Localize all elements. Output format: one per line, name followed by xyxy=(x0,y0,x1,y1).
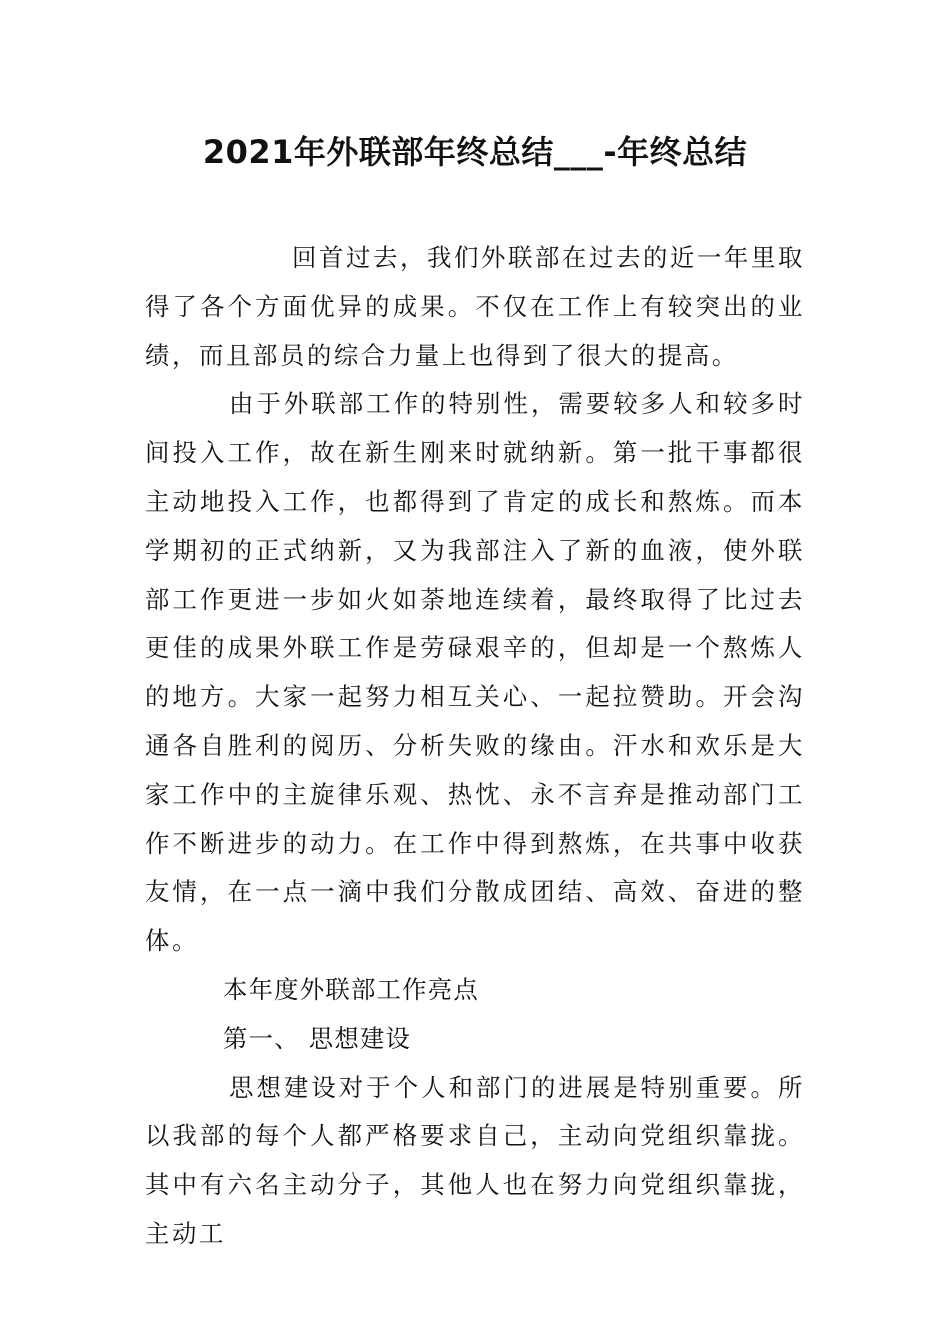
work-summary-paragraph: 由于外联部工作的特别性，需要较多人和较多时间投入工作，故在新生刚来时就纳新。第一批干事都很主动地投入工作，也都得到了肯定的成长和熬炼。而本学期初的正式纳新，又为我部注入了新的血液，使外联部工作更进一步如火如荼地连续着，最终取得了比过去更佳的成果外联工作是劳碌艰辛的，但却是一个熬炼人的地方。大家一起努力相互关心、一起拉赞助。开会沟通各自胜利的阅历、分析失败的缘由。汗水和欢乐是大家工作中的主旋律乐观、热忱、永不言弃是推动部门工作不断进步的动力。在工作中得到熬炼，在共事中收获友情，在一点一滴中我们分散成团结、高效、奋进的整体。 xyxy=(145,389,805,956)
ideology-paragraph: 思想建设对于个人和部门的进展是特别重要。所以我部的每个人都严格要求自己，主动向党组织靠拢。其中有六名主动分子，其他人也在努力向党组织靠拢，主动工 xyxy=(145,1072,805,1248)
section-heading: 本年度外联部工作亮点 xyxy=(223,974,479,1004)
subsection-heading: 第一、 思想建设 xyxy=(223,1023,412,1053)
document-body xyxy=(145,234,805,1259)
document-title: 2021年外联部年终总结___-年终总结 xyxy=(202,133,748,171)
intro-paragraph: 回首过去，我们外联部在过去的近一年里取得了各个方面优异的成果。不仅在工作上有较突出的业绩，而且部员的综合力量上也得到了很大的提高。 xyxy=(145,243,805,370)
